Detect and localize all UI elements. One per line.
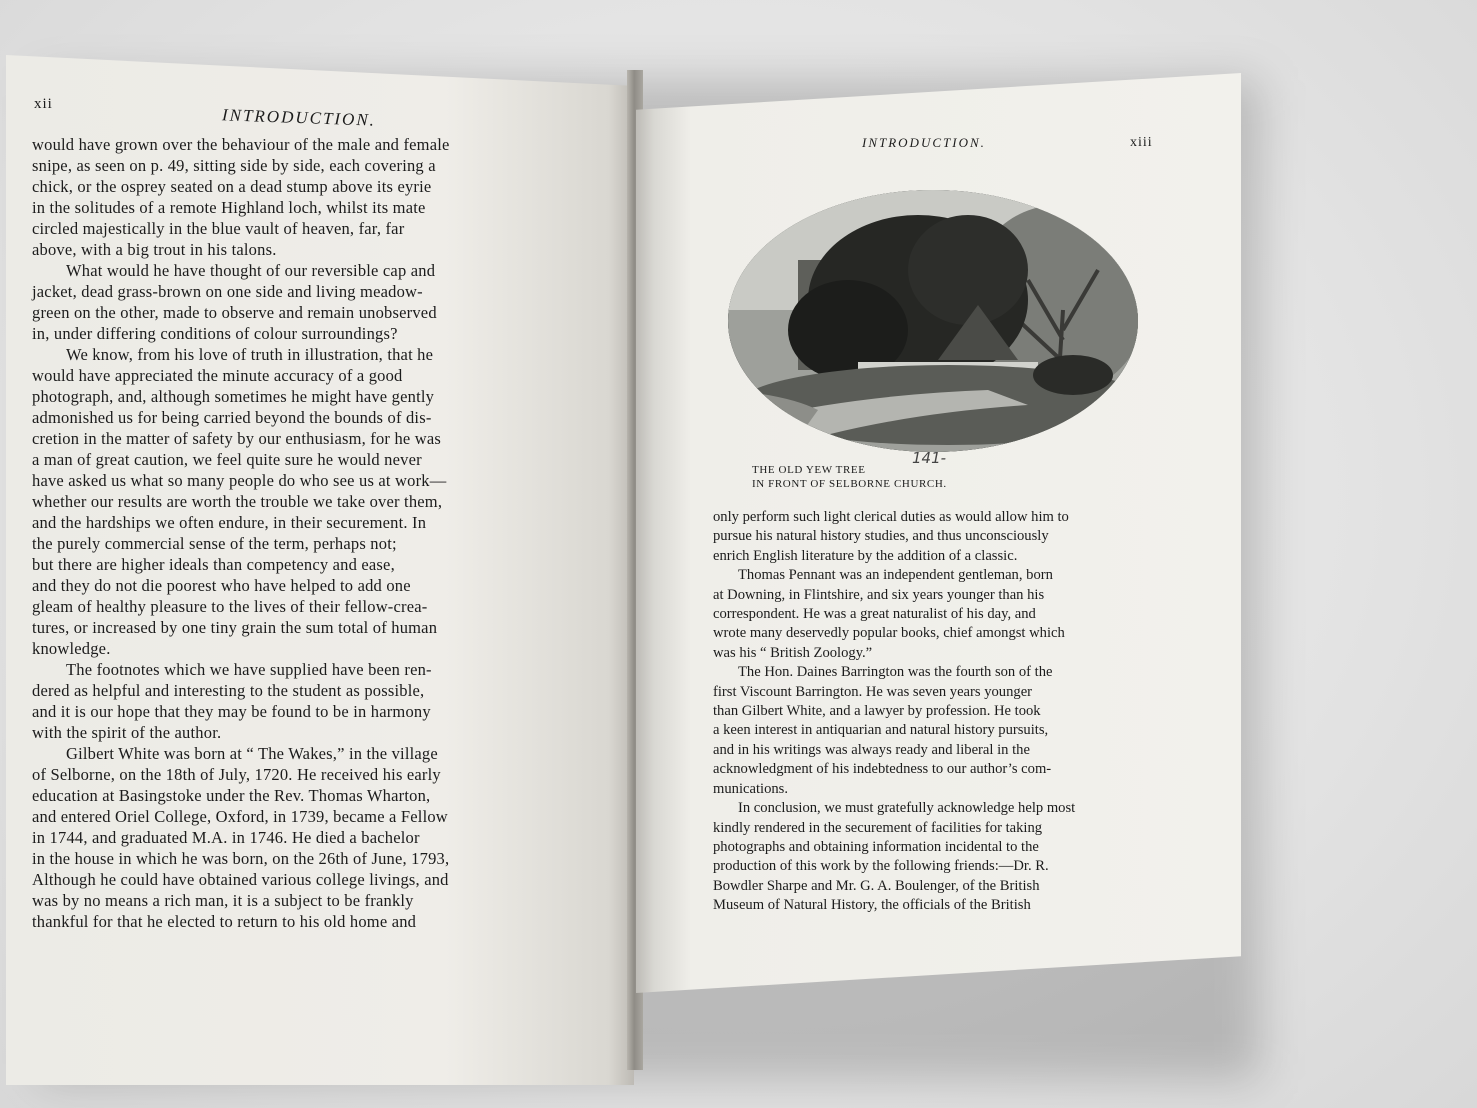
- left-text-line: the purely commercial sense of the term, perhaps not;: [32, 534, 397, 553]
- left-text-line: admonished us for being carried beyond the bounds of dis-: [32, 408, 432, 427]
- left-text-line: chick, or the osprey seated on a dead stump above its eyrie: [32, 177, 432, 196]
- left-text-line: would have grown over the behaviour of the male and female: [32, 135, 450, 154]
- left-text-line: tures, or increased by one tiny grain the sum total of human: [32, 618, 438, 637]
- right-text-line: first Viscount Barrington. He was seven years younger: [713, 683, 1033, 700]
- left-text-line: and it is our hope that they may be found to be in harmony: [32, 702, 431, 721]
- yew-tree-photo: [728, 190, 1138, 452]
- left-text-line: in, under differing conditions of colour surroundings?: [32, 324, 398, 343]
- left-text-line: Although he could have obtained various college livings, and: [32, 870, 449, 889]
- left-text-line: a man of great caution, we feel quite sure he would never: [32, 450, 422, 469]
- right-text-line: pursue his natural history studies, and thus unconsciously: [713, 528, 1049, 545]
- left-page-number: xii: [34, 96, 53, 112]
- left-page-text: [32, 134, 572, 932]
- right-text-line: a keen interest in antiquarian and natural history pursuits,: [713, 722, 1049, 739]
- right-text-line: Museum of Natural History, the officials of the British: [713, 897, 1031, 914]
- left-text-line: photograph, and, although sometimes he might have gently: [32, 387, 435, 406]
- right-text-line: only perform such light clerical duties as would allow him to: [713, 509, 1069, 525]
- left-text-line: dered as helpful and interesting to the student as possible,: [32, 681, 425, 700]
- left-text-line: would have appreciated the minute accuracy of a good: [32, 366, 403, 385]
- left-text-line: knowledge.: [32, 639, 111, 658]
- right-running-head: INTRODUCTION.: [862, 135, 986, 150]
- right-text-line: In conclusion, we must gratefully acknowledge help most: [738, 800, 1076, 817]
- photo-caption: [752, 463, 947, 491]
- left-text-line: was by no means a rich man, it is a subject to be frankly: [32, 891, 414, 910]
- left-text-line: cretion in the matter of safety by our enthusiasm, for he was: [32, 429, 441, 448]
- left-text-line: but there are higher ideals than competency and ease,: [32, 555, 395, 574]
- right-text-line: and in his writings was always ready and liberal in the: [713, 741, 1030, 758]
- right-text-line: was his “ British Zoology.”: [713, 644, 873, 661]
- left-text-line: thankful for that he elected to return to his old home and: [32, 912, 417, 931]
- left-text-line: of Selborne, on the 18th of July, 1720. He received his early: [32, 765, 441, 784]
- right-text-line: correspondent. He was a great naturalist of his day, and: [713, 606, 1036, 623]
- left-text-line: in 1744, and graduated M.A. in 1746. He died a bachelor: [32, 828, 420, 847]
- left-text-line: and entered Oriel College, Oxford, in 1739, became a Fellow: [32, 807, 448, 826]
- left-text-line: We know, from his love of truth in illustration, that he: [66, 345, 434, 364]
- photo-caption-line-1: THE OLD YEW TREE: [752, 464, 866, 476]
- photo-caption-line-2: IN FRONT OF SELBORNE CHURCH.: [752, 478, 947, 490]
- left-text-line: gleam of healthy pleasure to the lives of their fellow-crea-: [32, 597, 428, 616]
- right-text-line: production of this work by the following friends:—Dr. R.: [713, 858, 1049, 875]
- right-text-line: at Downing, in Flintshire, and six years younger than his: [713, 586, 1045, 603]
- right-text-line: The Hon. Daines Barrington was the fourth son of the: [738, 664, 1053, 681]
- left-text-line: circled majestically in the blue vault of heaven, far, far: [32, 219, 405, 238]
- left-running-head: INTRODUCTION.: [221, 105, 377, 130]
- left-text-line: in the house in which he was born, on the 26th of June, 1793,: [32, 849, 450, 868]
- right-text-line: kindly rendered in the securement of facilities for taking: [713, 819, 1043, 836]
- right-text-line: wrote many deservedly popular books, chief amongst which: [713, 625, 1065, 642]
- left-text-line: whether our results are worth the trouble we take over them,: [32, 492, 443, 511]
- left-text-line: green on the other, made to observe and remain unobserved: [32, 303, 437, 322]
- right-page-text: [713, 508, 1153, 916]
- left-text-line: in the solitudes of a remote Highland loch, whilst its mate: [32, 198, 426, 217]
- right-text-line: photographs and obtaining information incidental to the: [713, 838, 1039, 855]
- right-text-line: than Gilbert White, and a lawyer by profession. He took: [713, 703, 1041, 720]
- right-text-line: acknowledgment of his indebtedness to our author’s com-: [713, 761, 1052, 778]
- left-text-line: above, with a big trout in his talons.: [32, 240, 277, 259]
- right-text-line: Thomas Pennant was an independent gentleman, born: [738, 567, 1053, 584]
- handwritten-page-note: 141-: [912, 449, 947, 467]
- left-text-line: jacket, dead grass-brown on one side and living meadow-: [32, 282, 423, 301]
- left-text-line: and the hardships we often endure, in their securement. In: [32, 513, 427, 532]
- left-text-line: snipe, as seen on p. 49, sitting side by side, each covering a: [32, 156, 436, 175]
- right-page-number: xiii: [1130, 135, 1153, 150]
- left-text-line: Gilbert White was born at “ The Wakes,” in the village: [66, 744, 438, 763]
- left-text-line: The footnotes which we have supplied have been ren-: [66, 660, 432, 679]
- left-text-line: with the spirit of the author.: [32, 723, 222, 742]
- right-text-line: Bowdler Sharpe and Mr. G. A. Boulenger, of the British: [713, 877, 1040, 894]
- left-text-line: education at Basingstoke under the Rev. Thomas Wharton,: [32, 786, 431, 805]
- left-text-line: and they do not die poorest who have helped to add one: [32, 576, 411, 595]
- left-text-line: have asked us what so many people do who see us at work—: [32, 471, 447, 490]
- left-text-line: What would he have thought of our reversible cap and: [66, 261, 436, 280]
- right-text-line: munications.: [713, 780, 788, 797]
- right-text-line: enrich English literature by the addition of a classic.: [713, 547, 1018, 564]
